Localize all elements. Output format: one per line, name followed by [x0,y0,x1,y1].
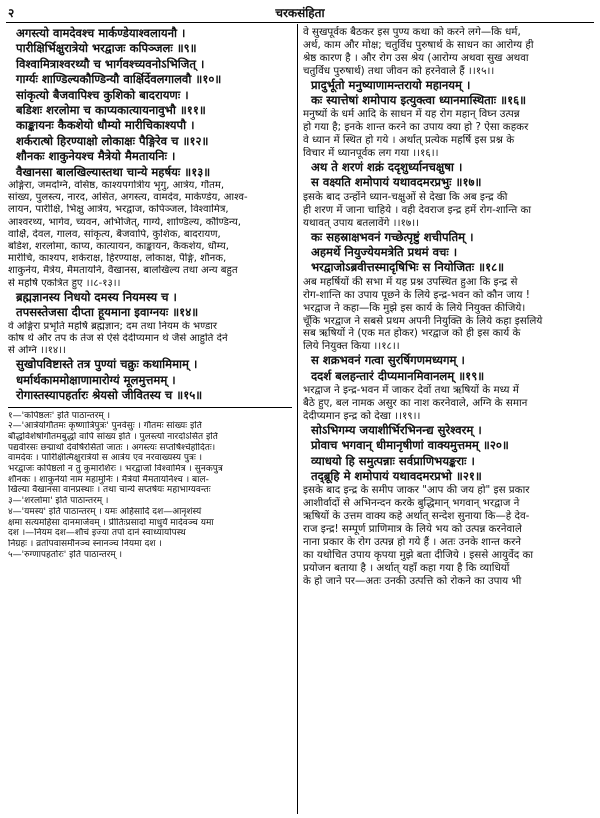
footnote-line: वामदेवः । पारिक्षित्मिक्षुरात्रेयो स आत्रेय एव नरवाख्यस्य पुत्रः । [8,453,203,464]
translation-line: चतुर्विध पुरुषार्थ) तथा जीवन को हरनेवाले हैं ।।१५।। [303,64,495,77]
verse-line: शौनकः शाकुनेयश्च मैत्रेयो मैमतायनिः । [16,149,176,164]
verse-line: काङ्कायनः कैकशेयो धौम्यो मारीचिकाश्यपौ । [16,118,195,133]
translation-line: मारीचि, काश्यप, शर्कराक्ष, हिरण्याक्ष, लोकाक्ष, पैङ्गि, शौनक, [8,253,227,265]
translation-line: प्रयोजन बताया है । अर्थात् यहाँ कहा गया है कि व्याधियों [303,561,510,574]
verse-line: व्याधयो हि समुत्पन्नाः सर्वप्राणिभयङ्कराः । [311,453,475,468]
translation-line: भरद्वाज ने इन्द्र-भवन में जाकर देवों तथा ऋषियों के मध्य में [303,384,519,397]
translation-line: के हो जाने पर—अतः उनकी उत्पत्ति को रोकने का उपाय भी [303,574,522,587]
translation-line: आश्वरथ्य, भार्गव, च्यवन, अभिजित्, गार्ग्य, शाण्डिल्य, कौण्डिन्य, [8,216,241,228]
translation-line: वे अङ्गिरा प्रभृति महर्षि ब्रह्मज्ञान; दम तथा नियम के भण्डार [8,320,218,332]
verse-line: स वक्ष्यति शमोपायं यथावदमरप्रभुः ॥१७॥ [311,175,482,190]
footnote-line: ३—'शरलोमा' इति पाठान्तरम् । [8,496,109,507]
verse-line: सुखोपविष्टास्ते तत्र पुण्यां चक्रुः कथामिमाम् । [16,357,198,372]
right-column [303,26,593,588]
translation-line: सब ऋषियों ने (एक मत होकर) भरद्वाज को ही इस कार्य के [303,327,521,340]
footnote-line: खिल्या वैखानसा वानप्रस्थाः । तथा चान्ये सप्तर्षयः महाभाग्यवन्तः [8,485,211,496]
footnote-line: १—'कपिष्ठलः' इति पाठान्तरम् । [8,410,111,421]
translation-line: लायन, पारीक्षि, भिक्षु आत्रेय, भरद्वाज, कपिञ्जल, विश्वामित्र, [8,204,229,216]
verse-line: विश्वामित्राश्वरथ्यौ च भार्गवश्च्यवनोऽभिजित् । [16,56,205,71]
verse-line: भरद्वाजोऽब्रवीत्तस्मादृषिभिः स नियोजितः ॥१८॥ [311,260,505,275]
translation-line: का यथोचित उपाय कृपया मुझे बता दीजिये । इससे आयुर्वेद का [303,548,534,561]
translation-line: राज इन्द्र! सम्पूर्ण प्राणिमात्र के लिये भय को उत्पन्न करनेवाले [303,523,522,536]
translation-line: अब महर्षियों की सभा में यह प्रश्न उपस्थित हुआ कि इन्द्र से [303,275,518,288]
translation-line: इसके बाद उन्होंने ध्यान-चक्षुओं से देखा कि अब इन्द्र की [303,190,508,203]
translation-line: शाकुनेय, मैत्रेय, मैमतायनि, वैखानस, बालखिल्य तथा अन्य बहुत [8,265,238,277]
translation-line: अर्थ, काम और मोक्ष; चतुर्विध पुरुषार्थ के साधन का आरोग्य ही [303,38,534,51]
verse-line: प्रादुर्भूतो मनुष्याणामन्तरायो महानयम् । [311,77,471,92]
footnote-separator [8,407,292,408]
translation-line: सांख्य, पुलस्त्य, नारद, असित, अगस्त्य, वामदेव, मार्कण्डेय, आश्व- [8,192,248,204]
verse-line: प्रोवाच भगवान् धीमानृषीणां वाक्यमुत्तमम् ॥२०॥ [311,438,509,453]
verse-line: ददर्श बलहन्तारं दीप्यमानमिवानलम् ॥१९॥ [311,368,485,383]
footnote-line: ५—'रुग्णापहर्तारः' इति पाठान्तरम् । [8,549,123,560]
column-divider [297,24,298,814]
translation-line: वार्क्षि, देवल, गालव, सांकृत्य, बैजवापि, कुशिक, बादरायण, [8,228,221,240]
translation-line: अङ्गिरा, जमदग्नि, वसिष्ठ, काश्यपगोत्रीय भृगु, आत्रेय, गौतम, [8,180,225,192]
translation-line: वे ध्यान में स्थित हो गये । अर्थात् प्रत्येक महर्षि इस प्रश्न के [303,134,515,147]
verse-line: बडिशः शरलोमा च काप्यकात्यायनावुभौ ॥११॥ [16,103,206,118]
footnote-line: ४—'यमस्य' इति पाठान्तरम् । यमः अहिंसादि दश—आनृशंस्यं [8,506,202,517]
footnote-line: दश ।—नियम दश—शौचं इज्या तपो दानं स्वाध्यायोपस्थ [8,528,186,539]
translation-line: चूँकि भरद्वाज ने सबसे प्रथम अपनी नियुक्ति के लिये कहा इसलिये [303,314,543,327]
verse-line: रोगास्तस्यापहर्तारः श्रेयसो जीवितस्य च ॥१५॥ [16,388,203,403]
translation-line: वे सुखपूर्वक बैठकर इस पुण्य कथा को करने लगे—कि धर्म, [303,26,521,38]
verse-line: स शक्रभवनं गत्वा सुरर्षिगणमध्यगम् । [311,353,465,368]
footnote-line: बौद्धविशेषोगौतमबुद्धो वापि सांख्य इति । पुलस्त्यो नारदोऽसित इति [8,431,218,442]
footnote-line: २—'आत्रेयोगौतमः कृष्णात्रिपुत्रः' पुनर्वसुः । गौतमः सांख्यः इति [8,421,202,432]
verse-line: वैखानसा बालखिल्यास्तथा चान्ये महर्षयः ॥१३॥ [16,164,211,179]
verse-line: ब्रह्मज्ञानस्य निधयो दमस्य नियमस्य च । [16,289,177,304]
verse-line: अथ ते शरणं शक्रं ददृशुर्ध्यानचक्षुषा । [311,160,463,175]
translation-line: श्रेष्ठ कारण है । और रोग उस श्रेय (आरोग्य अथवा सुख अथवा [303,51,529,64]
footnote-line: क्षमा सत्यमहिंसा दानमार्जवम् । प्रीतिःप्रसादो माधुर्यं मार्दवञ्च यमा [8,517,214,528]
verse-line: अगस्त्यो वामदेवश्च मार्कण्डेयाश्वलायनौ । [16,26,186,40]
verse-line: पारीक्षिर्भिक्षुरात्रेयो भरद्वाजः कपिञ्जलः ॥९॥ [16,41,197,56]
translation-line: से महर्षि एकत्रित हुए ।।८-१३।। [8,277,121,289]
verse-line: गार्ग्यः शाण्डिल्यकौण्डिन्यौ वार्क्षिर्देवलगालवौ ॥१०॥ [16,72,222,87]
verse-line: तद्ब्रूहि मे शमोपायं यथावदमरप्रभो ॥२१॥ [311,469,482,483]
translation-line: लिये नियुक्त किया ।।१८।। [303,340,400,353]
translation-line: मनुष्यों के धर्म आदि के साधन में यह रोग महान् विघ्न उत्पन्न [303,108,520,121]
translation-line: इसके बाद इन्द्र के समीप जाकर "आप की जय हो" इस प्रकार [303,484,530,497]
translation-line: विचार में ध्यानपूर्वक लग गया ।।१६।। [303,147,439,160]
translation-line: कोष थे और तप के तेज से ऐसे देदीप्यमान थे जैसे आहुति देने [8,332,228,344]
translation-line: बडिश, शरलोमा, काप्य, कात्यायन, काङ्कायन, कैकशेय, धौम्य, [8,241,229,253]
running-title: चरकसंहिता [275,6,325,20]
translation-line: से अग्नि ।।१४।। [8,345,66,357]
translation-line: नाना प्रकार के रोग उत्पन्न हो गये हैं । अतः उनके शान्त करने [303,536,521,549]
page-number: २ [8,6,15,20]
verse-line: अहमर्थे नियुज्येयमत्रेति प्रथमं वचः । [311,245,458,259]
translation-line: ही शरण में जाना चाहिये । वही देवराज इन्द्र हमें रोग-शान्ति का [303,203,532,216]
translation-line: ऋषियों के उत्तम वाक्य कहे अर्थात् सन्देश सुनाया कि—हे देव- [303,510,530,523]
footnote-line: शौनकः । शाकुनेयो नाम महामुनिः । मैत्रेयो मैमतायनिश्च । बाल- [8,474,209,485]
left-column [8,26,292,560]
header-rule [6,22,594,23]
footnote-line: पद्यवीरसः छद्मार्था देवर्षिरसितो जातः । अगस्त्यः सप्तर्षिश्चेहोदितः। [8,442,216,453]
translation-line: रोग-शान्ति का उपाय पूछने के लिये इन्द्र-भवन को कौन जाय ! [303,288,530,301]
translation-line: यथावत् उपाय बतलावेंगे ।।१७।। [303,216,420,229]
translation-line: भरद्वाज ने कहा—कि मुझे इस कार्य के लिये नियुक्त कीजिये। [303,301,526,314]
footnote-line: भरद्वाजः कपिष्ठलो न तु कुमारशिरः । भरद्वाजो विश्वामित्र । सुनकपुत्र [8,464,223,475]
verse-line: कः स्यात्तेषां शमोपाय इत्युक्त्वा ध्यानमास्थिताः ॥१६॥ [311,93,527,108]
verse-line: तपसस्तेजसा दीप्ता हूयमाना इवाग्नयः ॥१४॥ [16,305,199,320]
footnote-line: निग्रहः । व्रतोपवासमौनञ्च स्नानञ्च नियमा दश । [8,538,162,549]
verse-line: सांकृत्यो बैजवापिश्च कुशिको बादरायणः । [16,87,189,102]
verse-line: धर्मार्थकाममोक्षाणामारोग्यं मूलमुत्तमम् । [16,372,176,387]
translation-line: बैठे हुए, बल नामक असुर का नाश करनेवाले, अग्नि के समान [303,396,528,409]
page-header [8,4,592,22]
translation-line: देदीप्यमान इन्द्र को देखा ।।१९।। [303,409,421,422]
translation-line: हो गया है; इनके शान्त करने का उपाय क्या हो ? ऐसा कहकर [303,121,529,134]
verse-line: कः सहस्राक्षभवनं गच्छेत्पृष्टुं शचीपतिम् । [311,229,474,244]
verse-line: सोऽभिगम्य जयाशीर्भिरभिनन्द्य सुरेश्वरम् । [311,422,482,437]
translation-line: आशीर्वादों से अभिनन्दन करके बुद्धिमान् भगवान् भरद्वाज ने [303,497,520,510]
verse-line: शर्करात्षो हिरण्याक्षो लोकाक्षः पैङ्गिरेव च ॥१२॥ [16,133,209,148]
